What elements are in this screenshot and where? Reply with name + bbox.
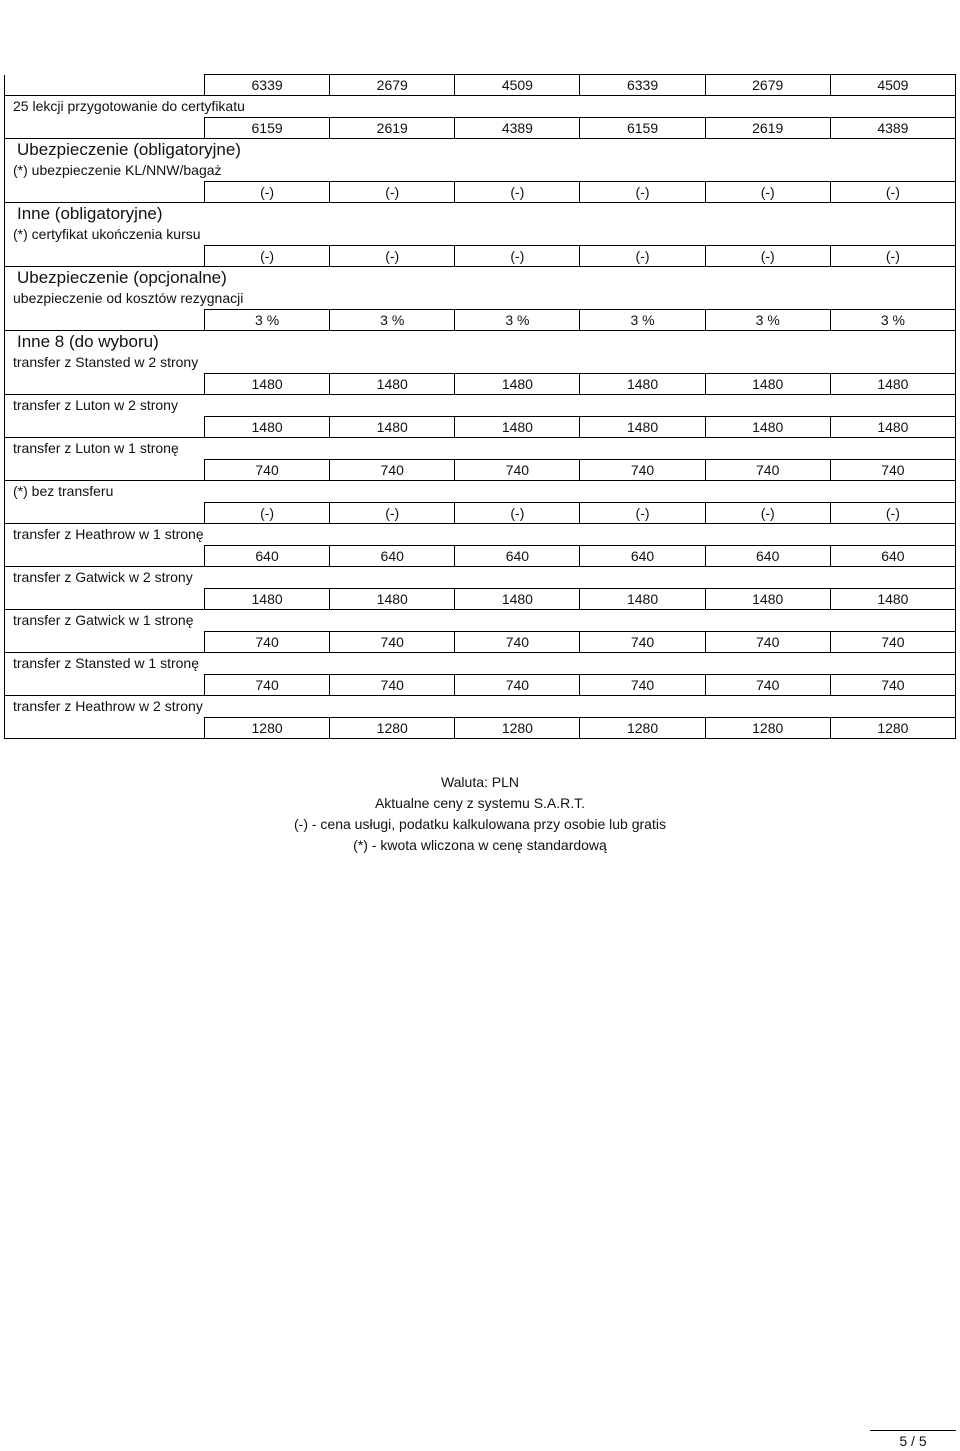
- price-cell: (-): [830, 503, 955, 524]
- price-cell: 1280: [455, 718, 580, 739]
- row-spacer-cell: [5, 546, 205, 567]
- price-values-row: [5, 118, 956, 139]
- price-cell: (-): [455, 503, 580, 524]
- price-cell: 1280: [830, 718, 955, 739]
- price-values-row: [5, 546, 956, 567]
- item-label-row: [5, 160, 956, 182]
- price-cell: 6339: [580, 75, 705, 96]
- section-title: Ubezpieczenie (obligatoryjne): [5, 139, 956, 161]
- price-cell: 740: [330, 632, 455, 653]
- price-values-row: [5, 310, 956, 331]
- price-cell: 1280: [705, 718, 830, 739]
- price-cell: 4389: [830, 118, 955, 139]
- price-cell: 4509: [455, 75, 580, 96]
- item-label: transfer z Gatwick w 1 stronę: [5, 610, 956, 632]
- price-cell: 740: [205, 632, 330, 653]
- item-label-row: [5, 610, 956, 632]
- item-label: transfer z Luton w 1 stronę: [5, 438, 956, 460]
- row-spacer-cell: [5, 417, 205, 438]
- price-cell: 740: [330, 460, 455, 481]
- item-label: transfer z Stansted w 2 strony: [5, 352, 956, 374]
- footnote-currency: Waluta: PLN: [440, 774, 520, 790]
- item-label-row: [5, 524, 956, 546]
- page-number: 5 / 5: [870, 1430, 956, 1448]
- price-cell: 640: [580, 546, 705, 567]
- price-cell: (-): [830, 182, 955, 203]
- price-cell: (-): [205, 503, 330, 524]
- row-spacer-cell: [5, 75, 205, 96]
- row-spacer-cell: [5, 503, 205, 524]
- price-values-row: [5, 503, 956, 524]
- price-cell: (-): [580, 503, 705, 524]
- price-values-row: [5, 632, 956, 653]
- price-cell: 1480: [455, 417, 580, 438]
- price-cell: 640: [205, 546, 330, 567]
- price-cell: 3 %: [330, 310, 455, 331]
- price-cell: (-): [455, 246, 580, 267]
- price-cell: (-): [330, 503, 455, 524]
- item-label: (*) ubezpieczenie KL/NNW/bagaż: [5, 160, 956, 182]
- price-cell: (-): [830, 246, 955, 267]
- price-values-row: [5, 589, 956, 610]
- section-title: Inne 8 (do wyboru): [5, 331, 956, 353]
- price-cell: (-): [205, 182, 330, 203]
- item-label: transfer z Luton w 2 strony: [5, 395, 956, 417]
- item-label: (*) certyfikat ukończenia kursu: [5, 224, 956, 246]
- price-cell: 740: [580, 675, 705, 696]
- price-cell: (-): [705, 182, 830, 203]
- section-header-row: [5, 203, 956, 225]
- price-cell: 1480: [705, 417, 830, 438]
- footnote-price-source: Aktualne ceny z systemu S.A.R.T.: [374, 795, 586, 811]
- price-cell: 2679: [705, 75, 830, 96]
- price-cell: 2619: [330, 118, 455, 139]
- price-cell: 1480: [205, 374, 330, 395]
- price-cell: 740: [330, 675, 455, 696]
- price-cell: 1480: [830, 417, 955, 438]
- item-label-row: [5, 395, 956, 417]
- price-cell: (-): [455, 182, 580, 203]
- item-label-row: [5, 352, 956, 374]
- price-cell: 1480: [830, 589, 955, 610]
- price-cell: 1480: [205, 589, 330, 610]
- row-spacer-cell: [5, 310, 205, 331]
- price-cell: 1280: [205, 718, 330, 739]
- price-cell: 1480: [580, 589, 705, 610]
- price-cell: 1480: [455, 374, 580, 395]
- row-spacer-cell: [5, 632, 205, 653]
- item-label-row: [5, 438, 956, 460]
- price-cell: 1480: [580, 374, 705, 395]
- price-cell: 740: [455, 675, 580, 696]
- row-spacer-cell: [5, 118, 205, 139]
- section-title: Inne (obligatoryjne): [5, 203, 956, 225]
- price-cell: 4509: [830, 75, 955, 96]
- price-cell: 640: [330, 546, 455, 567]
- price-cell: 1480: [705, 374, 830, 395]
- price-cell: 740: [705, 632, 830, 653]
- item-label: (*) bez transferu: [5, 481, 956, 503]
- price-cell: (-): [580, 246, 705, 267]
- price-cell: 1280: [330, 718, 455, 739]
- price-cell: 740: [705, 460, 830, 481]
- price-cell: (-): [705, 246, 830, 267]
- footnote-included: (*) - kwota wliczona w cenę standardową: [353, 837, 607, 853]
- price-cell: 740: [455, 632, 580, 653]
- section-header-row: [5, 139, 956, 161]
- footnotes: [0, 772, 960, 856]
- row-spacer-cell: [5, 374, 205, 395]
- price-cell: (-): [205, 246, 330, 267]
- price-cell: 3 %: [205, 310, 330, 331]
- price-cell: (-): [705, 503, 830, 524]
- item-label-row: [5, 96, 956, 118]
- section-header-row: [5, 267, 956, 289]
- item-label: transfer z Heathrow w 1 stronę: [5, 524, 956, 546]
- item-label: ubezpieczenie od kosztów rezygnacji: [5, 288, 956, 310]
- price-values-row: [5, 75, 956, 96]
- row-spacer-cell: [5, 718, 205, 739]
- price-cell: 1480: [330, 417, 455, 438]
- price-cell: 1480: [455, 589, 580, 610]
- price-cell: 740: [830, 632, 955, 653]
- price-cell: 2619: [705, 118, 830, 139]
- price-cell: 3 %: [580, 310, 705, 331]
- price-values-row: [5, 675, 956, 696]
- price-cell: 740: [580, 632, 705, 653]
- price-cell: 740: [205, 460, 330, 481]
- section-title: Ubezpieczenie (opcjonalne): [5, 267, 956, 289]
- item-label: transfer z Heathrow w 2 strony: [5, 696, 956, 718]
- price-cell: 3 %: [830, 310, 955, 331]
- row-spacer-cell: [5, 460, 205, 481]
- price-cell: 740: [580, 460, 705, 481]
- price-cell: 640: [705, 546, 830, 567]
- price-cell: 1480: [580, 417, 705, 438]
- price-values-row: [5, 182, 956, 203]
- item-label-row: [5, 224, 956, 246]
- price-cell: 3 %: [705, 310, 830, 331]
- price-cell: 740: [705, 675, 830, 696]
- price-cell: 4389: [455, 118, 580, 139]
- price-cell: (-): [580, 182, 705, 203]
- price-cell: 640: [455, 546, 580, 567]
- price-cell: 1480: [830, 374, 955, 395]
- price-values-row: [5, 718, 956, 739]
- price-values-row: [5, 246, 956, 267]
- price-cell: 6339: [205, 75, 330, 96]
- row-spacer-cell: [5, 675, 205, 696]
- price-cell: 1480: [330, 589, 455, 610]
- footnote-gratis: (-) - cena usługi, podatku kalkulowana przy osobie lub gratis: [294, 816, 666, 832]
- item-label-row: [5, 696, 956, 718]
- item-label-row: [5, 288, 956, 310]
- price-cell: (-): [330, 246, 455, 267]
- price-values-row: [5, 374, 956, 395]
- row-spacer-cell: [5, 182, 205, 203]
- price-cell: 740: [205, 675, 330, 696]
- price-cell: 1480: [705, 589, 830, 610]
- item-label: 25 lekcji przygotowanie do certyfikatu: [5, 96, 956, 118]
- price-table: [4, 74, 956, 739]
- price-cell: 6159: [580, 118, 705, 139]
- item-label-row: [5, 653, 956, 675]
- price-values-row: [5, 460, 956, 481]
- price-values-row: [5, 417, 956, 438]
- price-cell: 1480: [205, 417, 330, 438]
- price-table-body: [5, 75, 956, 739]
- price-cell: 740: [830, 460, 955, 481]
- price-cell: 1480: [330, 374, 455, 395]
- item-label: transfer z Stansted w 1 stronę: [5, 653, 956, 675]
- section-header-row: [5, 331, 956, 353]
- row-spacer-cell: [5, 246, 205, 267]
- row-spacer-cell: [5, 589, 205, 610]
- price-cell: 1280: [580, 718, 705, 739]
- price-cell: (-): [330, 182, 455, 203]
- price-cell: 740: [830, 675, 955, 696]
- price-cell: 640: [830, 546, 955, 567]
- price-cell: 3 %: [455, 310, 580, 331]
- price-cell: 6159: [205, 118, 330, 139]
- item-label-row: [5, 567, 956, 589]
- price-cell: 740: [455, 460, 580, 481]
- item-label-row: [5, 481, 956, 503]
- price-cell: 2679: [330, 75, 455, 96]
- item-label: transfer z Gatwick w 2 strony: [5, 567, 956, 589]
